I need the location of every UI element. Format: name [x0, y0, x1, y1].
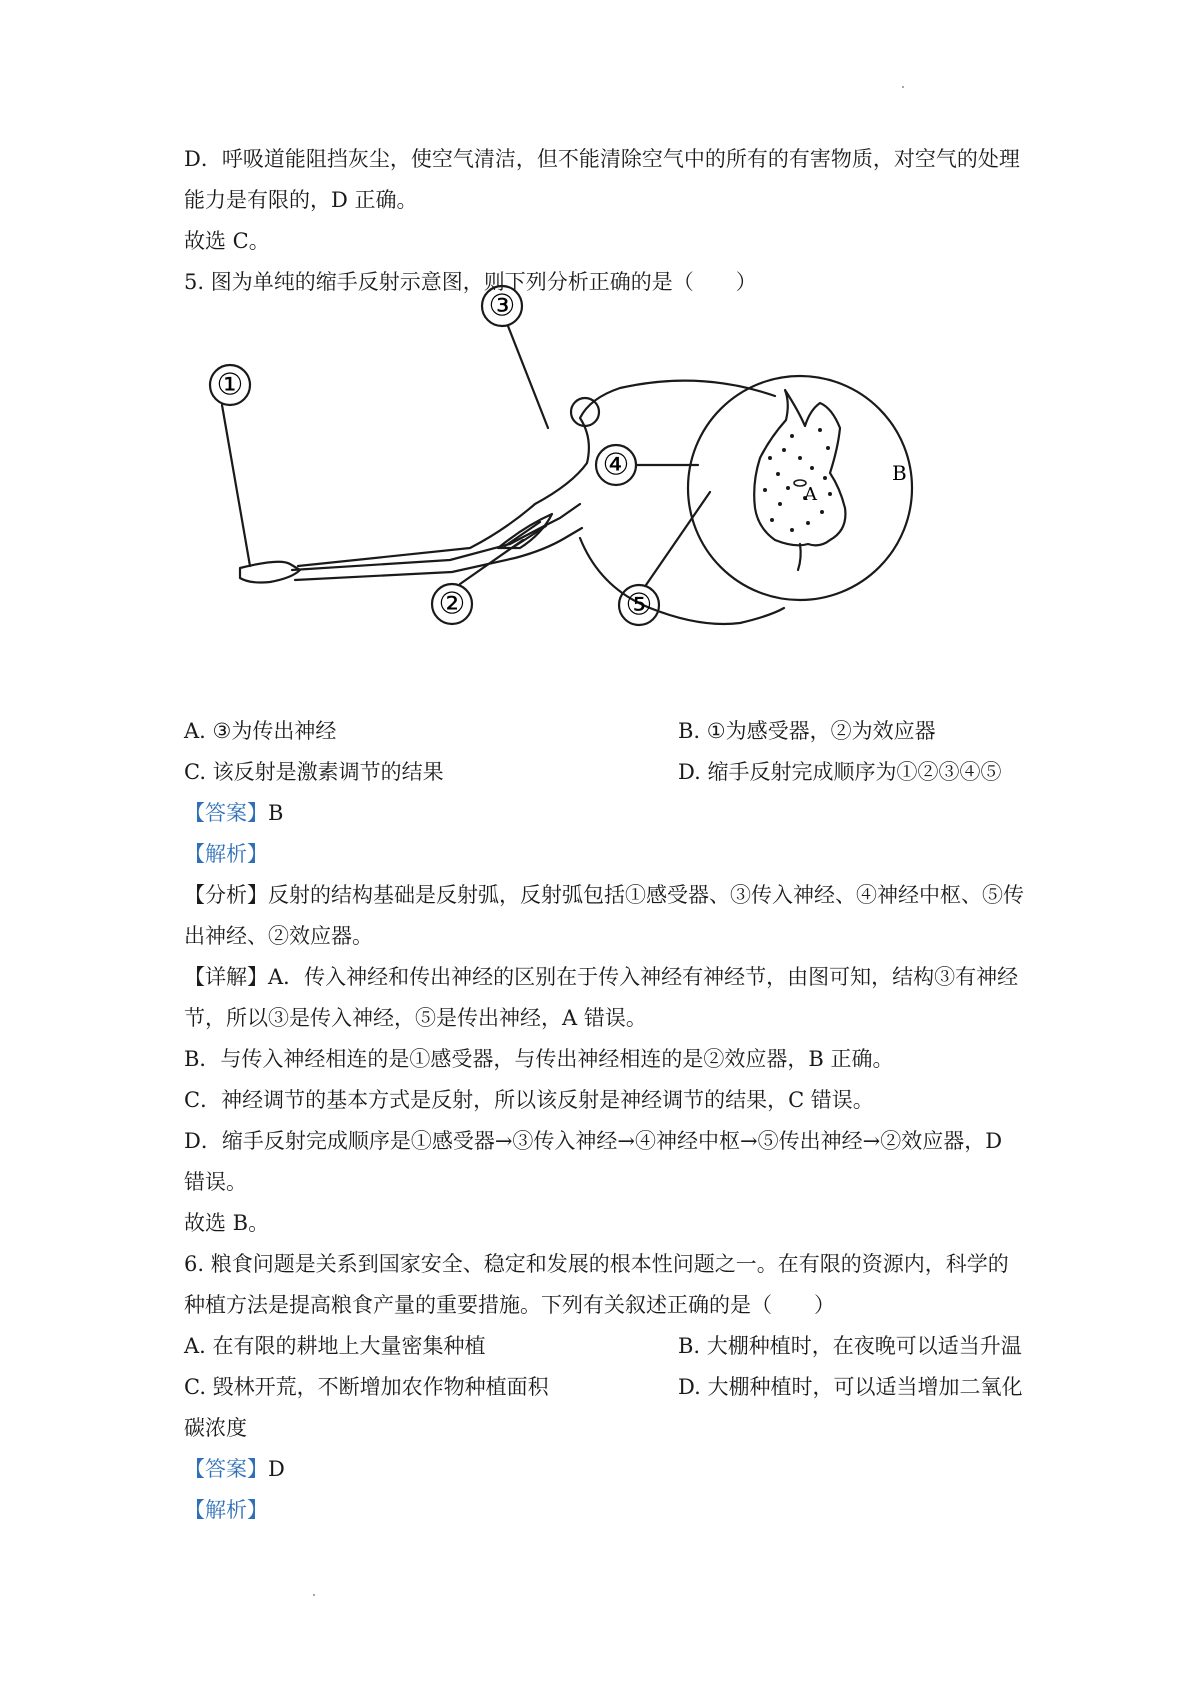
- scan-speck: [313, 1594, 315, 1596]
- q6-stem-line2: 种植方法是提高粮食产量的重要措施。下列有关叙述正确的是（ ）: [184, 1293, 835, 1317]
- q5-option-c: C. 该反射是激素调节的结果: [184, 760, 444, 784]
- answer-value: B: [268, 801, 284, 825]
- label-3: ③: [488, 288, 516, 324]
- label-gray-matter-A: A: [804, 484, 817, 505]
- q6-option-d-line1: D. 大棚种植时，可以适当增加二氧化: [678, 1375, 1023, 1399]
- label-2: ②: [438, 586, 466, 622]
- q6-option-b: B. 大棚种植时，在夜晚可以适当升温: [678, 1334, 1022, 1358]
- q5-analysis-heading: [184, 839, 1034, 869]
- q5-conclusion: 故选 B。: [184, 1211, 270, 1235]
- fenxi-tag: 【分析】: [184, 883, 268, 907]
- ganglion-circle: [571, 398, 599, 426]
- q5-fenxi-line2: 出神经、②效应器。: [184, 924, 373, 948]
- q5-answer-line: [184, 798, 1034, 828]
- q5-option-b: B. ①为感受器，②为效应器: [678, 719, 936, 743]
- arm-upper-outline: [292, 504, 580, 570]
- answer-tag: 【答案】: [184, 1457, 268, 1481]
- q5-xiangjie-line1: [184, 962, 1034, 992]
- q6-option-a: A. 在有限的耕地上大量密集种植: [184, 1334, 486, 1358]
- xiangjie-tag: 【详解】: [184, 965, 268, 989]
- efferent-nerve-path: [580, 538, 784, 624]
- figure-label-texts: [217, 289, 907, 623]
- q6-option-d-line2: 碳浓度: [184, 1416, 247, 1440]
- q5-option-d: D. 缩手反射完成顺序为①②③④⑤: [678, 760, 1002, 784]
- q5-xiangjie-c: C．神经调节的基本方式是反射，所以该反射是神经调节的结果，C 错误。: [184, 1088, 874, 1112]
- analysis-tag: 【解析】: [184, 1498, 268, 1522]
- label-4: ④: [602, 447, 630, 483]
- fenxi-text: 反射的结构基础是反射弧，反射弧包括①感受器、③传入神经、④神经中枢、⑤传: [268, 883, 1024, 907]
- label-5: ⑤: [625, 587, 653, 623]
- leader-line-2: [460, 540, 523, 584]
- leader-line-1: [222, 405, 250, 566]
- answer-tag: 【答案】: [184, 801, 268, 825]
- q6-analysis-heading: [184, 1495, 1034, 1525]
- q6-answer-line: [184, 1454, 1034, 1484]
- q4-option-d-explanation-line2: 能力是有限的，D 正确。: [184, 188, 418, 212]
- q5-stem: 5. 图为单纯的缩手反射示意图，则下列分析正确的是（ ）: [184, 270, 757, 294]
- arm-lower-outline: [295, 528, 582, 580]
- q6-option-c: C. 毁林开荒，不断增加农作物种植面积: [184, 1375, 549, 1399]
- label-1: ①: [216, 367, 244, 403]
- leader-line-3: [508, 326, 548, 428]
- xiangjie-a-text: A．传入神经和传出神经的区别在于传入神经有神经节，由图可知，结构③有神经: [268, 965, 1019, 989]
- analysis-tag: 【解析】: [184, 842, 268, 866]
- answer-value: D: [268, 1457, 285, 1481]
- gray-matter-neuron-dots: [763, 428, 832, 532]
- q5-option-a: A. ③为传出神经: [184, 719, 337, 743]
- reflex-arc-diagram: [180, 288, 970, 703]
- q5-xiangjie-d-line2: 错误。: [184, 1170, 247, 1194]
- q5-xiangjie-b: B．与传入神经相连的是①感受器，与传出神经相连的是②效应器，B 正确。: [184, 1047, 894, 1071]
- label-white-matter-B: B: [892, 461, 907, 485]
- gray-matter-outline: [754, 390, 845, 545]
- q5-fenxi-line1: [184, 880, 1034, 910]
- central-fissure: [798, 544, 801, 570]
- q5-xiangjie-a-line2: 节，所以③是传入神经，⑤是传出神经，A 错误。: [184, 1006, 647, 1030]
- q5-xiangjie-d-line1: D．缩手反射完成顺序是①感受器→③传入神经→④神经中枢→⑤传出神经→②效应器，D: [184, 1129, 1003, 1153]
- afferent-nerve-path: [298, 381, 775, 566]
- q4-option-d-explanation-line1: D．呼吸道能阻挡灰尘，使空气清洁，但不能清除空气中的所有的有害物质，对空气的处理: [184, 147, 1020, 171]
- q4-conclusion: 故选 C。: [184, 229, 270, 253]
- scan-speck: [902, 86, 904, 88]
- q6-stem-line1: 6. 粮食问题是关系到国家安全、稳定和发展的根本性问题之一。在有限的资源内，科学的: [184, 1252, 1009, 1276]
